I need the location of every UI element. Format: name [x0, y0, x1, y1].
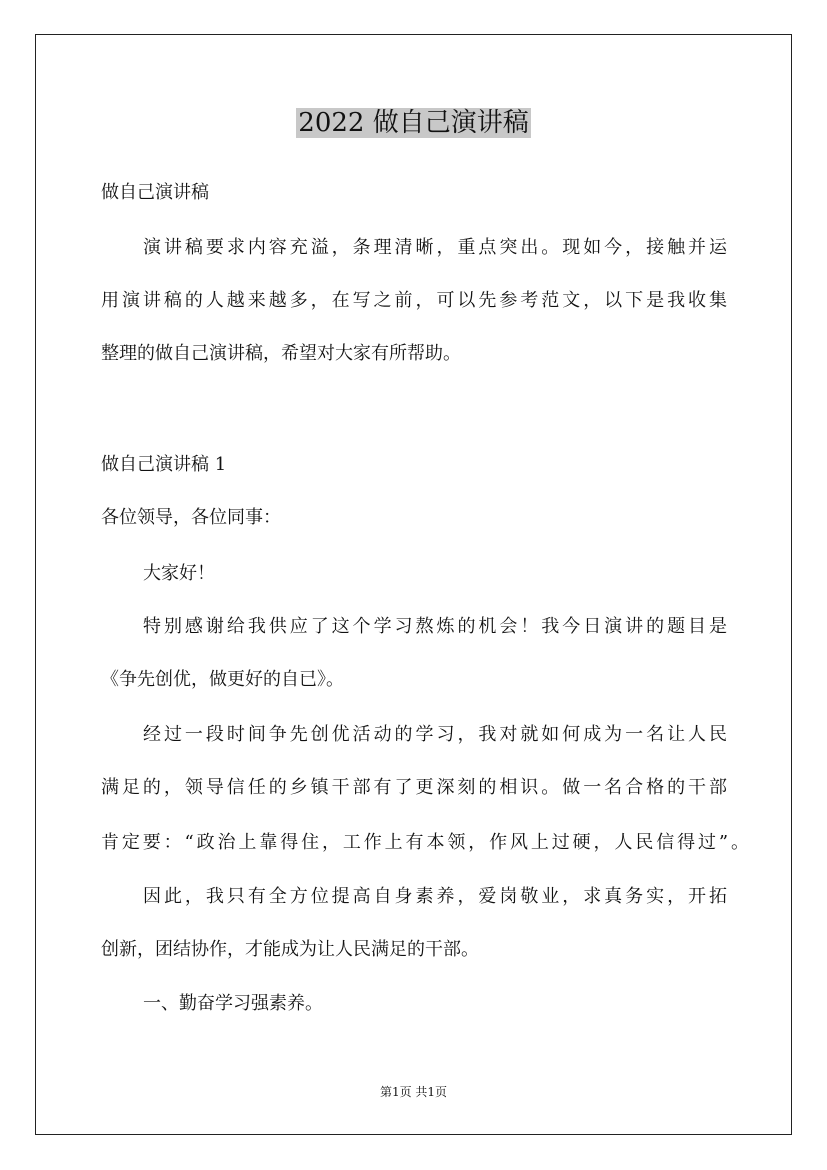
section-item-1: 一、勤奋学习强素养。 — [143, 993, 323, 1014]
salutation-line: 各位领导，各位同事： — [101, 507, 281, 528]
subtitle-line: 做自己演讲稿 — [101, 182, 209, 203]
paragraph-1-line-1: 特别感谢给我供应了这个学习熬炼的机会！我今日演讲的题目是 — [143, 616, 727, 637]
paragraph-3-line-1: 因此，我只有全方位提高自身素养，爱岗敬业，求真务实，开拓 — [143, 886, 727, 907]
page-footer: 第1页 共1页 — [379, 1085, 448, 1099]
paragraph-1-line-2: 《争先创优，做更好的自已》。 — [101, 669, 344, 690]
intro-line-1: 演讲稿要求内容充溢，条理清晰，重点突出。现如今，接触并运 — [143, 237, 727, 258]
intro-line-2: 用演讲稿的人越来越多，在写之前，可以先参考范文，以下是我收集 — [101, 290, 727, 311]
greeting-line: 大家好！ — [143, 563, 215, 584]
paragraph-2-line-3: 肯定要：“政治上靠得住，工作上有本领，作风上过硬，人民信得过”。 — [101, 832, 749, 853]
paragraph-2-line-2: 满足的，领导信任的乡镇干部有了更深刻的相识。做一名合格的干部 — [101, 777, 727, 798]
document-title — [0, 103, 827, 143]
paragraph-3-line-2: 创新，团结协作，才能成为让人民满足的干部。 — [101, 939, 479, 960]
section-heading-1: 做自己演讲稿 1 — [101, 454, 227, 475]
paragraph-2-line-1: 经过一段时间争先创优活动的学习，我对就如何成为一名让人民 — [143, 724, 727, 745]
document-title-text: 2022 做自己演讲稿 — [298, 108, 529, 138]
intro-line-3: 整理的做自己演讲稿，希望对大家有所帮助。 — [101, 343, 461, 364]
